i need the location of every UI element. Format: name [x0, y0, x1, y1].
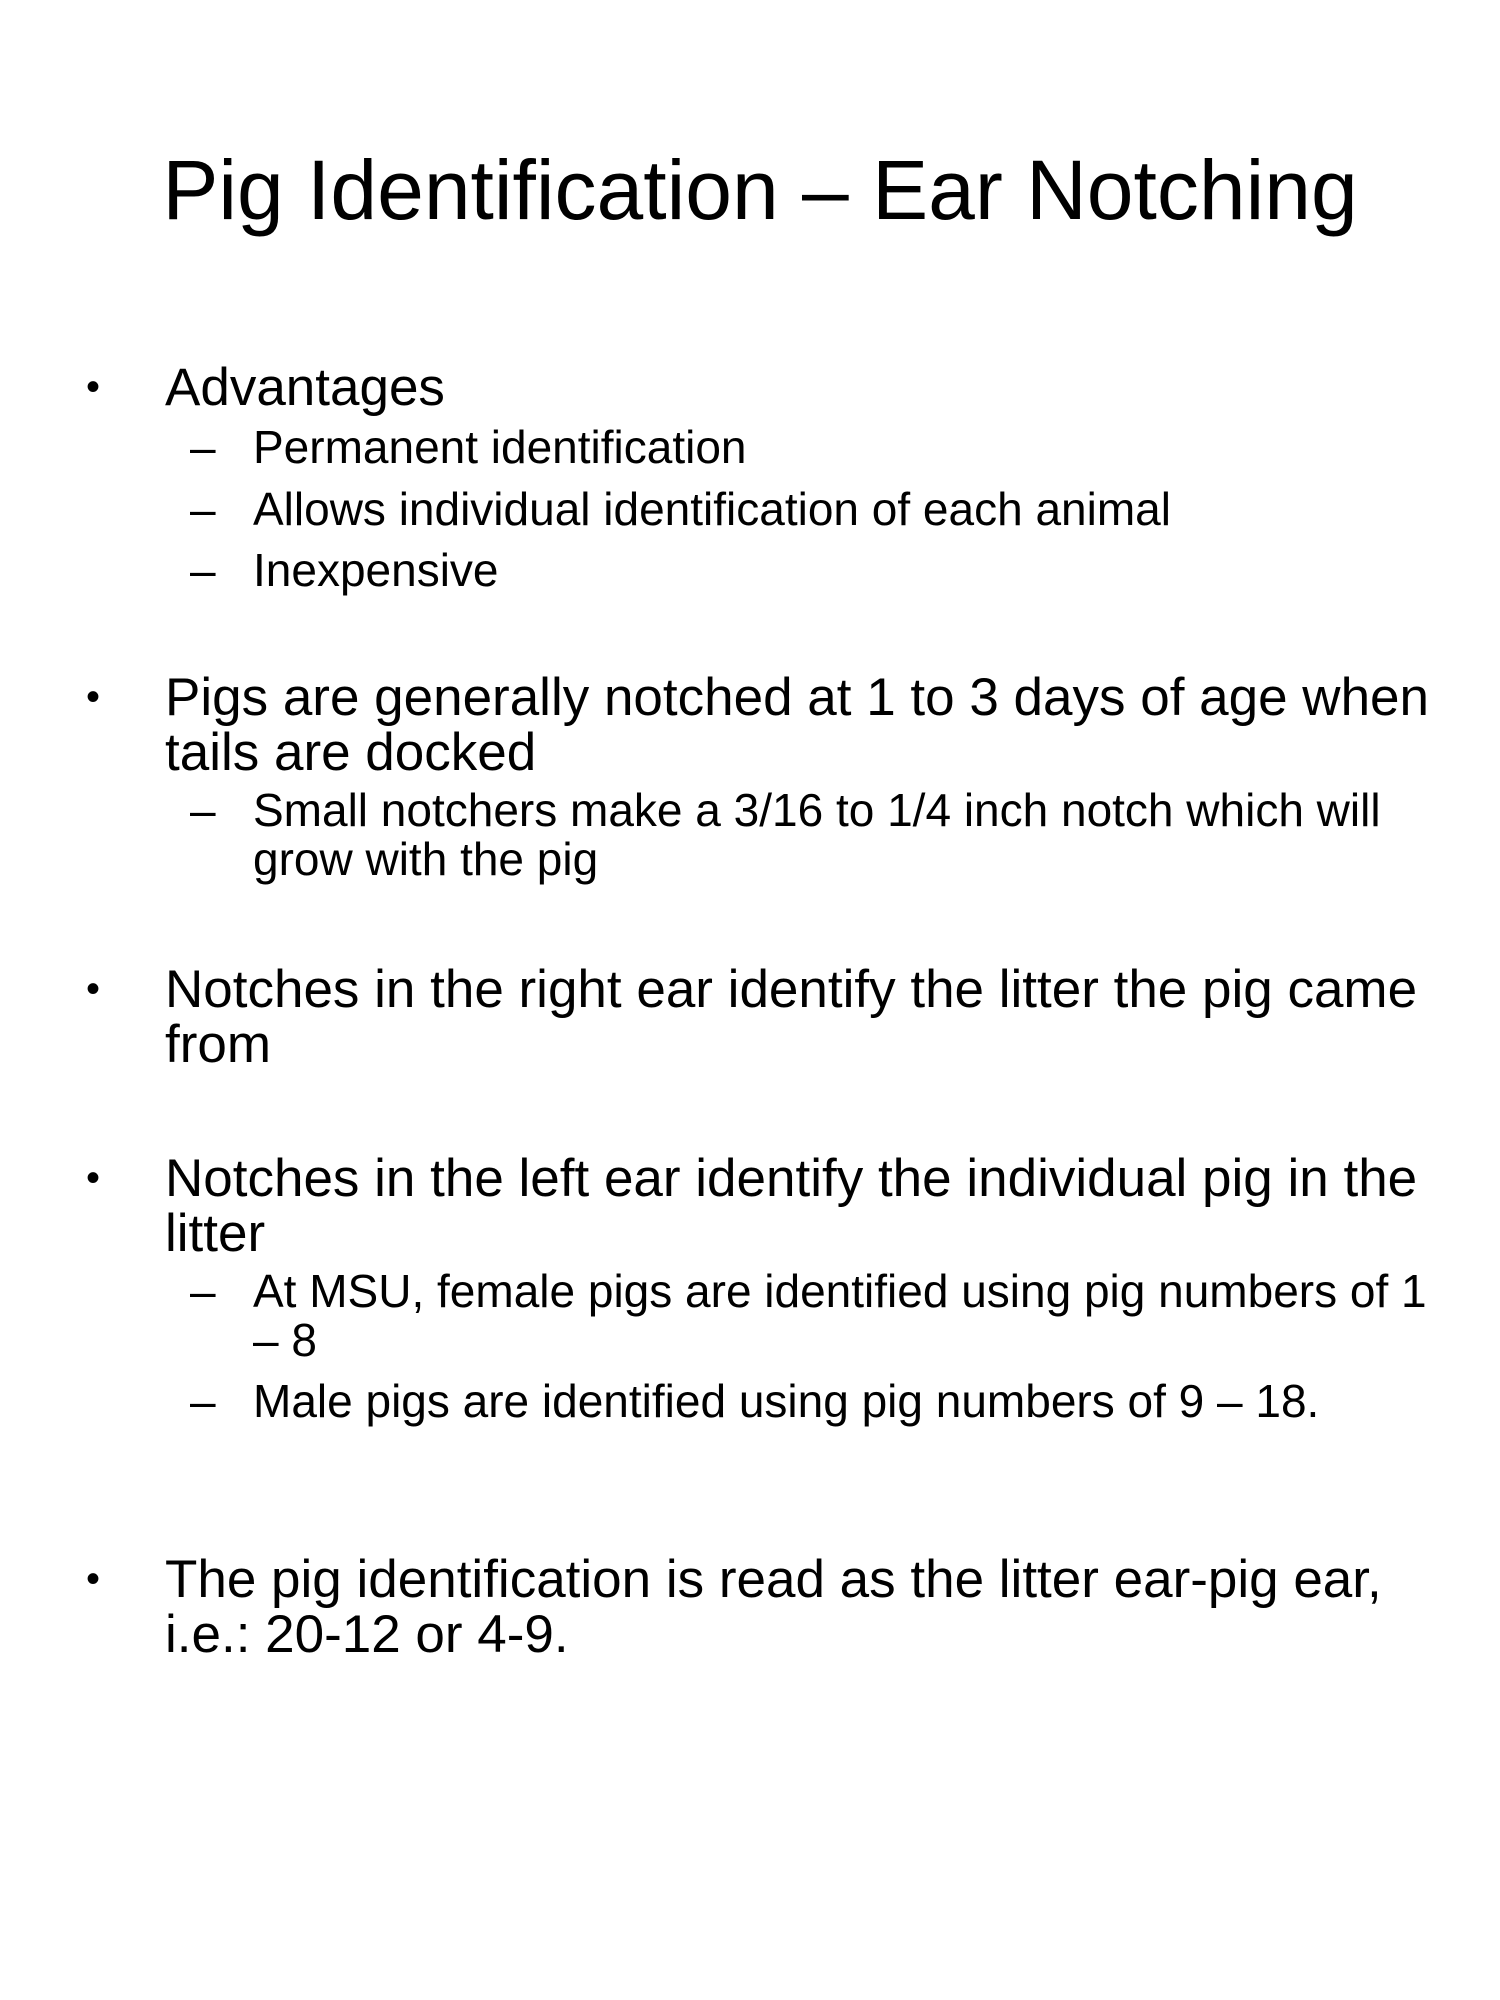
sub-bullet-text: Permanent identification: [253, 421, 747, 473]
bullet-text: The pig identification is read as the litter ear-pig ear, i.e.: 20-12 or 4-9.: [165, 1550, 1382, 1664]
bullet-text: Advantages: [165, 358, 445, 417]
bullet-icon: •: [86, 365, 101, 409]
bullet-notching-age: [0, 670, 1450, 884]
dash-icon: –: [190, 784, 216, 836]
bullet-text: Notches in the right ear identify the litter the pig came from: [165, 960, 1418, 1074]
bullet-advantages: [0, 360, 1450, 595]
dash-icon: –: [190, 483, 216, 535]
dash-icon: –: [190, 544, 216, 596]
bullet-left-ear: [0, 1151, 1450, 1426]
bullet-reading: [0, 1552, 1450, 1662]
bullet-icon: •: [86, 967, 101, 1011]
dash-icon: –: [190, 421, 216, 473]
sub-bullet-text: Small notchers make a 3/16 to 1/4 inch notch which will grow with the pig: [253, 784, 1381, 885]
sub-bullet-text: At MSU, female pigs are identified using pig numbers of 1 – 8: [253, 1265, 1427, 1366]
sub-bullet-text: Inexpensive: [253, 544, 499, 596]
slide-title: Pig Identification – Ear Notching: [162, 143, 1358, 237]
dash-icon: –: [190, 1265, 216, 1317]
bullet-icon: •: [86, 1557, 101, 1601]
dash-icon: –: [190, 1375, 216, 1427]
bullet-icon: •: [86, 675, 101, 719]
bullet-right-ear: [0, 962, 1450, 1072]
sub-bullet-text: Male pigs are identified using pig numbers of 9 – 18.: [253, 1375, 1320, 1427]
sub-bullet-text: Allows individual identification of each animal: [253, 483, 1171, 535]
bullet-text: Pigs are generally notched at 1 to 3 days of age when tails are docked: [165, 668, 1430, 782]
bullet-text: Notches in the left ear identify the individual pig in the litter: [165, 1149, 1418, 1263]
bullet-icon: •: [86, 1156, 101, 1200]
